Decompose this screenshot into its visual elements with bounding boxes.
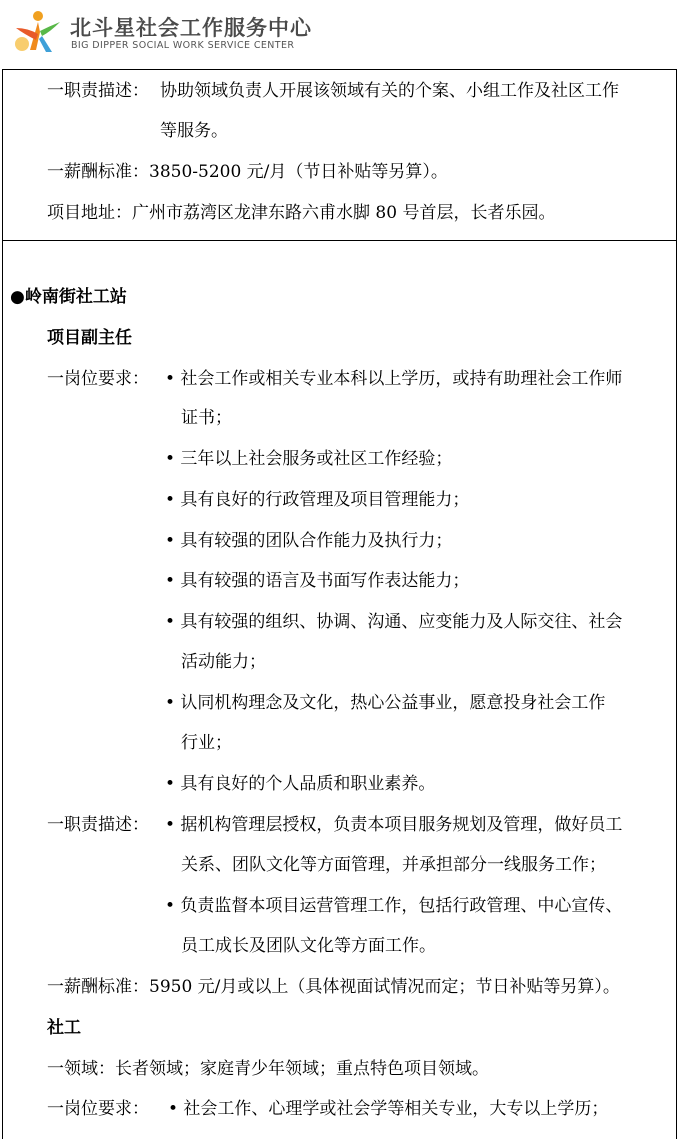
- address-text: 项目地址：广州市荔湾区龙津东路六甫水脚 80 号首层，长者乐园。: [47, 203, 556, 223]
- field-text: 一领域：长者领域；家庭青少年领域；重点特色项目领域。: [47, 1059, 489, 1079]
- requirement-item: • 具有较强的组织、协调、沟通、应变能力及人际交往、社会: [165, 612, 623, 632]
- requirement-item: • 三年以上社会服务或社区工作经验；: [165, 449, 453, 469]
- duty-label: 一职责描述：: [47, 81, 149, 101]
- duty-text: 协助领域负责人开展该领域有关的个案、小组工作及社区工作: [160, 81, 619, 101]
- station-title: ●岭南街社工站: [10, 287, 127, 307]
- duty-item: • 负责监督本项目运营管理工作，包括行政管理、中心宣传、: [165, 896, 623, 916]
- requirement-item: • 认同机构理念及文化，热心公益事业，愿意投身社会工作: [165, 693, 606, 713]
- duty-item-cont: 关系、团队文化等方面管理，并承担部分一线服务工作；: [181, 855, 606, 875]
- requirement-item-cont: 行业；: [181, 733, 232, 753]
- header: [0, 0, 680, 68]
- requirement-item: • 具有良好的行政管理及项目管理能力；: [165, 490, 470, 510]
- org-name-cn: 北斗星社会工作服务中心: [70, 16, 312, 40]
- requirement-label: 一岗位要求：: [47, 369, 149, 389]
- requirement-label: 一岗位要求：: [47, 1099, 149, 1119]
- requirement-item: • 社会工作或相关专业本科以上学历，或持有助理社会工作师: [165, 369, 623, 389]
- requirement-item: • 具有良好的个人品质和职业素养。: [165, 774, 436, 794]
- requirement-item-cont: 活动能力；: [181, 652, 266, 672]
- requirement-item-cont: 证书；: [181, 408, 232, 428]
- requirement-item: • 社会工作、心理学或社会学等相关专业，大专以上学历；: [168, 1099, 609, 1119]
- org-name-en: BIG DIPPER SOCIAL WORK SERVICE CENTER: [71, 40, 295, 51]
- requirement-item: • 具有较强的语言及书面写作表达能力；: [165, 571, 470, 591]
- requirement-item: • 具有较强的团队合作能力及执行力；: [165, 531, 453, 551]
- position-title: 社工: [47, 1018, 81, 1038]
- duty-label: 一职责描述：: [47, 815, 149, 835]
- duty-text-cont: 等服务。: [160, 121, 228, 141]
- duty-item-cont: 员工成长及团队文化等方面工作。: [181, 936, 436, 956]
- position-title: 项目副主任: [47, 328, 132, 348]
- logo-icon: [12, 6, 68, 56]
- duty-item: • 据机构管理层授权，负责本项目服务规划及管理，做好员工: [165, 815, 623, 835]
- salary-text: 一薪酬标准：5950 元/月或以上（具体视面试情况而定；节日补贴等另算）。: [47, 977, 620, 997]
- salary-text: 一薪酬标准：3850-5200 元/月（节日补贴等另算）。: [47, 162, 448, 182]
